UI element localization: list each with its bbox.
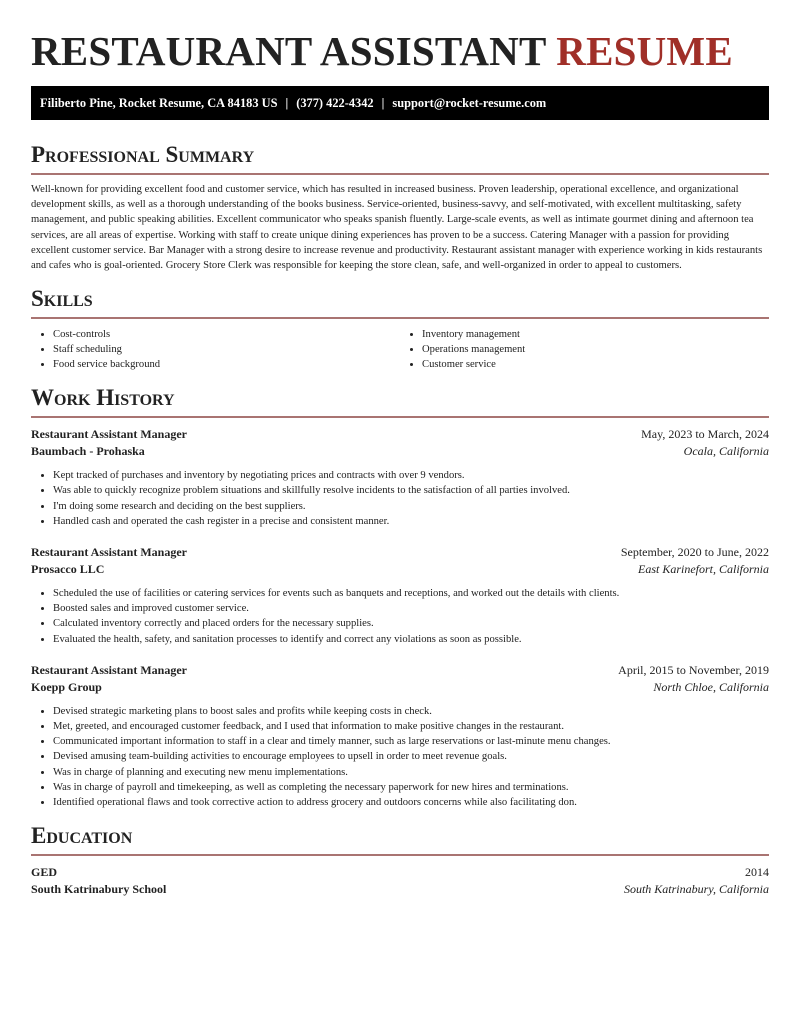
section-divider	[31, 416, 769, 418]
skills-column-left	[31, 327, 400, 372]
job-company: Baumbach - Prohaska	[31, 444, 145, 459]
skills-column-right	[400, 327, 769, 372]
job-entry	[31, 426, 769, 529]
education-degree: GED	[31, 865, 58, 880]
job-title: Restaurant Assistant Manager	[31, 427, 187, 442]
job-bullet: • Devised amusing team-building activities to encourage employees to upsell in order to meet revenue goals.	[53, 749, 769, 764]
section-divider	[31, 173, 769, 175]
section-heading-summary: Professional Summary	[31, 142, 255, 167]
education-entry	[31, 864, 769, 898]
contact-address: Filiberto Pine, Rocket Resume, CA 84183 US	[40, 95, 278, 110]
job-location: North Chloe, California	[653, 679, 769, 694]
job-bullets	[31, 586, 769, 647]
job-bullet: • Scheduled the use of facilities or catering services for events such as banquets and receptions, and worked out the details with clients.	[53, 586, 769, 601]
education-location: South Katrinabury, California	[623, 882, 769, 897]
contact-bar	[31, 86, 769, 120]
job-bullet: • Kept tracked of purchases and inventory by negotiating prices and contracts with over 9 vendors.	[53, 468, 769, 483]
job-bullet: • Devised strategic marketing plans to boost sales and profits while keeping costs in check.	[53, 704, 769, 719]
summary-section	[31, 142, 769, 273]
job-company: Prosacco LLC	[31, 562, 105, 577]
job-bullet: • Was able to quickly recognize problem situations and skillfully resolve incidents to the satisfaction of all parties involved.	[53, 483, 769, 498]
skill-item: • Inventory management	[422, 327, 769, 342]
job-company: Koepp Group	[31, 679, 102, 694]
skill-item: • Customer service	[422, 357, 769, 372]
contact-separator: |	[285, 95, 289, 110]
job-entry	[31, 544, 769, 647]
summary-text: Well-known for providing excellent food and customer service, which has resulted in increased business. Proven leadership, operational excellence, and organizational development skills, as well as a thorough understanding of the books business. Service-oriented, business-savvy, and self-motivated, with excellent multitasking, safety management, and public speaking abilities. Excellent communicator who speaks spanish fluently. Large-scale events, as well as intimate gourmet dining and afternoon tea services, are all areas of expertise. Working with staff to create unique dining experiences has proven to be a success. Catering Manager with a passion for providing excellent customer service. Bar Manager with a strong desire to increase revenue and productivity. Restaurant assistant manager with experience working in kids restaurants and cafes who is goal-oriented. Grocery Store Clerk was responsible for keeping the store clean, safe, and well-organized in order to appeal to customers.	[31, 184, 763, 272]
job-title: Restaurant Assistant Manager	[31, 662, 187, 677]
section-divider	[31, 854, 769, 856]
education-school: South Katrinabury School	[31, 882, 167, 897]
skill-item: • Cost-controls	[53, 327, 400, 342]
job-bullets	[31, 704, 769, 810]
section-heading-work: Work History	[31, 385, 175, 411]
work-section	[31, 385, 769, 810]
job-bullet: • Was in charge of payroll and timekeeping, as well as completing the necessary paperwork for new hires and terminations.	[53, 780, 769, 795]
section-heading-skills: Skills	[31, 286, 93, 312]
skills-section	[31, 286, 769, 372]
job-bullet: • Handled cash and operated the cash register in a precise and consistent manner.	[53, 514, 769, 529]
job-dates: May, 2023 to March, 2024	[641, 427, 769, 442]
job-bullet: • I'm doing some research and deciding on the best suppliers.	[53, 499, 769, 514]
skill-item: • Staff scheduling	[53, 342, 400, 357]
job-dates: April, 2015 to November, 2019	[618, 662, 769, 677]
job-bullet: • Communicated important information to staff in a clear and timely manner, such as large reservations or last-minute menu changes.	[53, 734, 769, 749]
education-year: 2014	[745, 865, 769, 880]
job-location: East Karinefort, California	[637, 562, 769, 577]
job-entry	[31, 662, 769, 810]
section-heading-education: Education	[31, 823, 133, 849]
job-bullet: • Was in charge of planning and executing new menu implementations.	[53, 765, 769, 780]
job-title: Restaurant Assistant Manager	[31, 545, 187, 560]
job-bullets	[31, 468, 769, 529]
contact-separator: |	[381, 95, 385, 110]
contact-email[interactable]: support@rocket-resume.com	[392, 95, 547, 110]
title-accent: RESUME	[556, 28, 733, 74]
job-dates: September, 2020 to June, 2022	[620, 545, 769, 560]
title-main: RESTAURANT ASSISTANT	[31, 28, 546, 74]
job-bullet: • Evaluated the health, safety, and sanitation processes to identify and correct any violations as soon as possible.	[53, 632, 769, 647]
job-bullet: • Calculated inventory correctly and placed orders for the necessary supplies.	[53, 616, 769, 631]
job-bullet: • Identified operational flaws and took corrective action to address grocery and outdoors concerns while also facilitating don.	[53, 795, 769, 810]
resume-title	[31, 0, 769, 73]
skill-item: • Food service background	[53, 357, 400, 372]
job-bullet: • Boosted sales and improved customer service.	[53, 601, 769, 616]
job-location: Ocala, California	[683, 444, 769, 459]
job-bullet: • Met, greeted, and encouraged customer feedback, and I used that information to make positive changes in the restaurant.	[53, 719, 769, 734]
education-section	[31, 823, 769, 898]
skills-list	[31, 327, 769, 372]
section-divider	[31, 317, 769, 319]
skill-item: • Operations management	[422, 342, 769, 357]
contact-phone[interactable]: (377) 422-4342	[296, 95, 374, 110]
